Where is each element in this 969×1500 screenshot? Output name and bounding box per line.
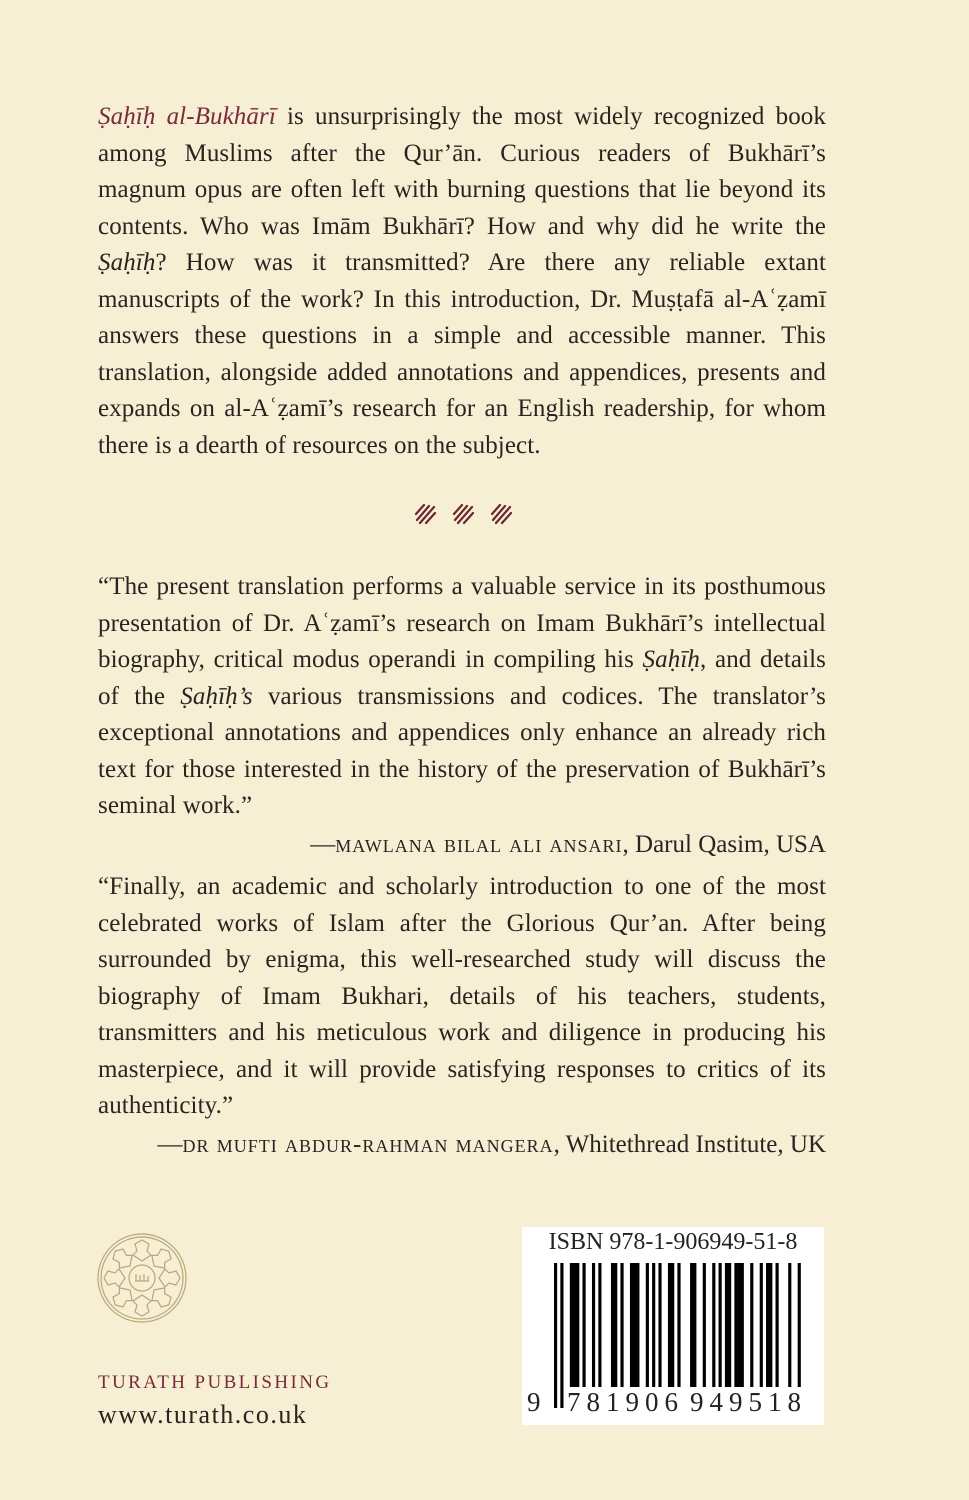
barcode-bar [582,1263,585,1393]
barcode-bar [630,1263,639,1393]
blurb-paragraph [98,99,826,464]
turath-seal-icon [96,1232,188,1324]
quote-part: , and details of the [98,646,826,710]
quote-part: “Finally, an academic and scholarly introduction to one of the most celebrated works of Islam after the Glorious Qur’an. After being surrounded by enigma, this well-researched study will discuss the biography of Imam Bukhari, details of his teachers, students, transmitters and his meticulous work and diligence in producing his masterpiece, and it will provide satisfying responses to critics of its authenticity.” [98,873,826,1119]
barcode-bar [611,1263,617,1393]
blurb-text: is unsurprisingly the most widely recognized book among Muslims after the Qur’ān. Curious readers of Bukhārī’s magnum opus are often left with burning questions that lie beyond its contents. Who was Imām Bukhārī? How and why did he write the [98,103,827,240]
endorsement-quote-1 [98,569,826,863]
barcode-digits-left: 781906 [567,1387,684,1417]
quote-author: mawlana bilal ali ansari [335,830,623,858]
quote-italic: Ṣaḥīḥ [642,646,700,673]
blurb-text-end: ? How was it transmitted? Are there any reliable extant manuscripts of the work? In this introduction, Dr. Muṣṭafā al-Aʿẓamī answers these questions in a simple and accessible manner. This translation, alongside added annotations and appendices, presents and expands on al-Aʿẓamī’s research for an English readership, for whom there is a dearth of resources on the subject. [98,249,826,459]
barcode-bar [620,1263,623,1393]
em-dash: — [310,830,336,858]
book-title: Ṣaḥīḥ al-Bukhārī [98,103,276,130]
barcode-bar [652,1263,655,1393]
publisher-name: TURATH PUBLISHING [98,1372,332,1393]
quote-attribution [98,1127,826,1163]
quote-author: dr mufti abdur-rahman mangera [182,1130,554,1158]
back-cover-blurb [98,99,826,464]
barcode-bar [750,1263,753,1393]
ornament-divider [414,502,514,526]
isbn-label: ISBN 978-1-906949-51-8 [548,1229,798,1255]
barcode-bar [712,1263,715,1393]
barcode-bar [570,1263,579,1393]
quote-text [98,569,826,825]
barcode-bar [719,1263,722,1393]
sahih-italic: Ṣaḥīḥ [98,249,156,276]
barcode-bar [766,1263,772,1393]
barcode-bar [725,1263,731,1393]
barcode-digit-prefix: 9 [527,1387,541,1417]
barcode-bar [598,1263,601,1393]
quote-part: “The present translation performs a valuable service in its posthumous presentation of Dr. Aʿẓamī’s research on Imam Bukhārī’s intellectual biography, critical modus operandi in compiling his [98,573,826,673]
barcode-bar [690,1263,696,1393]
quote-attribution [98,827,826,863]
barcode-bar [560,1263,563,1408]
hatched-divider-icon [414,502,438,526]
barcode-bar [703,1263,706,1393]
publisher-website[interactable]: www.turath.co.uk [98,1400,308,1429]
quote-part: various transmissions and codices. The translator’s exceptional annotations and appendices only enhance an already rich text for those interested in the history of the preservation of Bukhārī’s seminal work.” [98,682,826,819]
barcode-bar [554,1263,557,1408]
em-dash: — [157,1130,183,1158]
barcode-bar [776,1263,779,1393]
isbn-barcode [522,1227,824,1425]
quote-italic: Ṣaḥīḥ’s [180,682,253,710]
barcode-bar [646,1263,649,1393]
barcode-bar [760,1263,763,1393]
quote-affiliation: , Whitethread Institute, UK [553,1130,826,1158]
quote-affiliation: , Darul Qasim, USA [622,830,826,858]
hatched-divider-icon [452,502,476,526]
quote-text [98,869,826,1125]
barcode-digits-right: 949518 [690,1387,807,1417]
endorsement-quote-2 [98,869,826,1163]
barcode-bar [734,1263,743,1393]
barcode-bar [658,1263,661,1393]
barcode-bar [592,1263,595,1393]
hatched-divider-icon [490,502,514,526]
